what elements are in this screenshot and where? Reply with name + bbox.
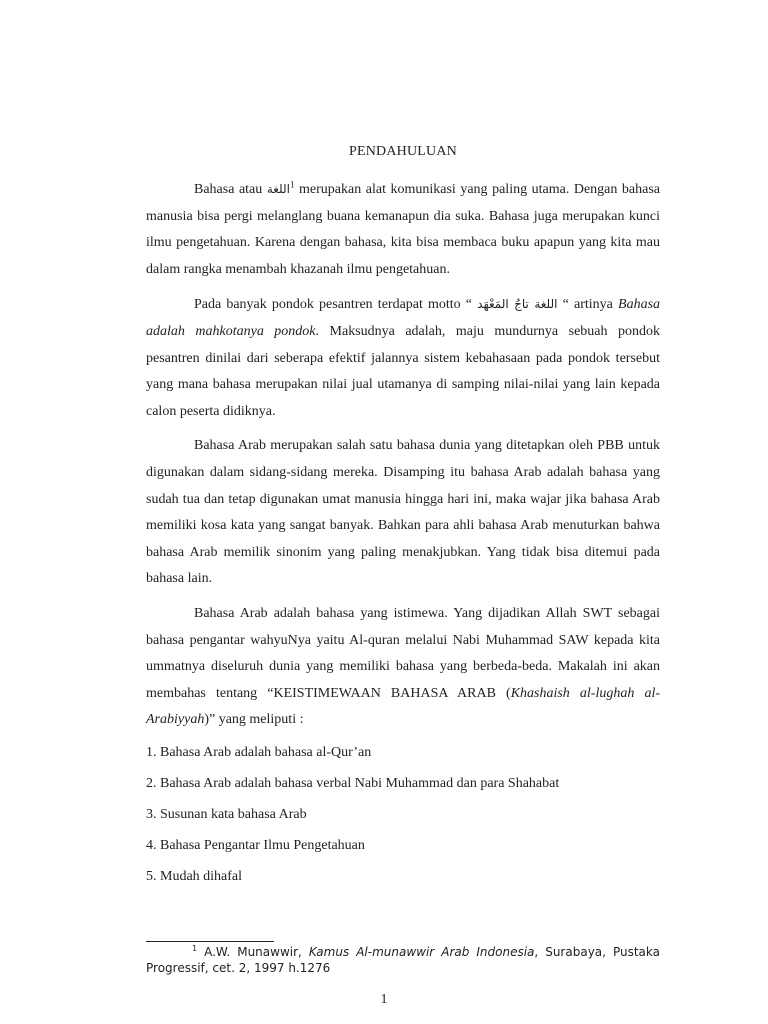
paragraph-1-text-a: Bahasa atau [194,182,267,197]
footnote-marker: 1 [192,944,198,953]
footnote [146,944,660,976]
list-item: 3. Susunan kata bahasa Arab [146,806,307,822]
page-body [146,144,660,897]
paragraph-4-italic-term: Khashaish al-lughah al-Arabiyyah [146,685,661,728]
footnote-ref-1: 1 [290,179,295,190]
footnote-book-title: Kamus Al-munawwir Arab Indonesia [308,945,535,959]
list-item: 2. Bahasa Arab adalah bahasa verbal Nabi Muhammad dan para Shahabat [146,775,560,791]
paragraph-2-text-b: “ artinya [557,297,619,313]
paragraph-2 [146,291,660,425]
paragraph-2-text-a: Pada banyak pondok pesantren terdapat motto “ [194,297,478,313]
footnote-text-b: , Surabaya, Pustaka Progressif, cet. 2, 1997 h.1276 [146,945,660,975]
paragraph-4-text-b: )” yang meliputi : [204,712,304,728]
paragraph-1-text-b: merupakan alat komunikasi yang paling utama. Dengan bahasa manusia bisa pergi melanglang buana kemanapun dia suka. Bahasa juga merupakan kunci ilmu pengetahuan. Karena dengan bahasa, kita bisa membaca buku apapun yang kita mau dalam rangka menambah khazanah ilmu pengetahuan. [146,182,660,277]
list-item: 5. Mudah dihafal [146,868,243,884]
paragraph-1 [146,176,660,283]
footnote-separator [146,941,274,942]
arabic-motto: اللغة تاجُ المَعْهَد [477,297,558,312]
footnote-text-a: A.W. Munawwir, [197,945,309,959]
list-item: 1. Bahasa Arab adalah bahasa al-Qur’an [146,744,372,760]
arabic-term-lughah: اللغة [266,182,290,196]
paragraph-4-text-a: Bahasa Arab adalah bahasa yang istimewa. Yang dijadikan Allah SWT sebagai bahasa pengantar wahyuNya yaitu Al-quran melalui Nabi Muhammad SAW kepada kita ummatnya diseluruh dunia yang memiliki bahasa yang berbeda-beda. Makalah ini akan membahas tentang “KEISTIMEWAAN BAHASA ARAB ( [146,605,660,701]
paragraph-2-text-c: . Maksudnya adalah, maju mundurnya sebuah pondok pesantren dinilai dari seberapa efektif jalannya sistem kebahasaan pada pondok tersebut yang mana bahasa merupakan nilai jual utamanya di samping nilai-nilai yang lain kepada calon peserta didiknya. [146,323,660,419]
paragraph-3: Bahasa Arab merupakan salah satu bahasa dunia yang ditetapkan oleh PBB untuk digunakan dalam sidang-sidang mereka. Disamping itu bahasa Arab adalah bahasa yang sudah tua dan tetap digunakan umat manusia hingga hari ini, maka wajar jika bahasa Arab memiliki kosa kata yang sangat banyak. Bahkan para ahli bahasa Arab menuturkan bahwa bahasa Arab memilik sinonim yang paling menakjubkan. Yang tidak bisa ditemui pada bahasa lain. [146,438,660,587]
paragraph-4 [146,601,660,734]
list-item: 4. Bahasa Pengantar Ilmu Pengetahuan [146,837,365,853]
motto-translation: Bahasa adalah mahkotanya pondok [146,297,661,339]
page-title: PENDAHULUAN [349,144,457,159]
page-number: 1 [380,992,388,1007]
topic-list [146,742,660,897]
